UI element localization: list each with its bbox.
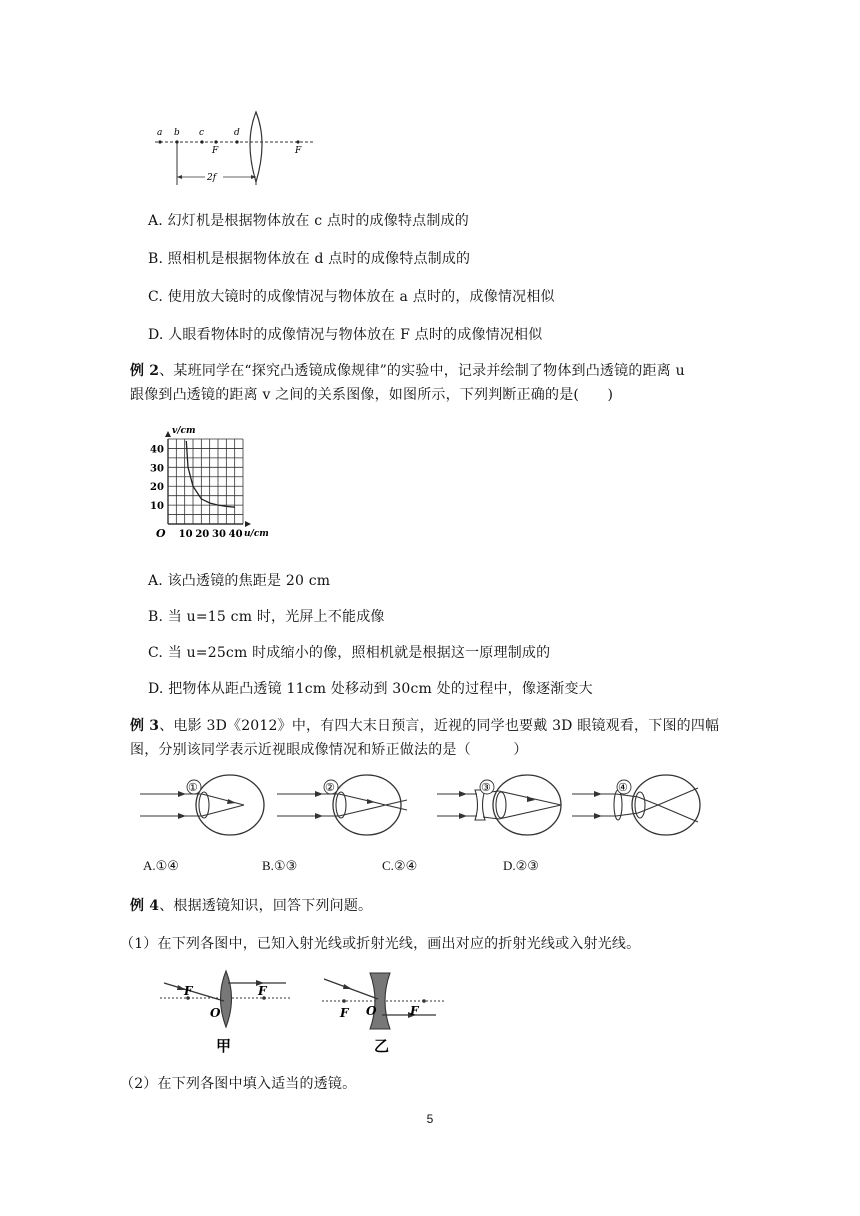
yi-focus-right: F [410, 1004, 419, 1018]
x-axis-arrow [245, 521, 251, 527]
ray-figure-jia [158, 965, 293, 1055]
q3-option-c: C.②④ [382, 858, 418, 873]
eye-diagram-1 [138, 772, 268, 838]
eye-label-1: ① [188, 781, 198, 794]
series-line [186, 441, 234, 507]
q4-sub1: （1）在下列各图中，已知入射光线或折射光线，画出对应的折射光线或入射光线。 [120, 936, 641, 952]
chart-xlabel: u/cm [244, 529, 269, 539]
q2-label: 例 2 [130, 363, 160, 379]
x-tick-label: 40 [228, 529, 243, 540]
convex-lens-shape [250, 112, 262, 182]
dimension-2f-label: 2f [207, 173, 217, 183]
convex-lens-jia [221, 971, 232, 1027]
q1-option-c: C. 使用放大镜时的成像情况与物体放在 a 点时的，成像情况相似 [148, 289, 555, 305]
point-b-label: b [174, 128, 180, 138]
eye-diagram-4 [570, 772, 705, 838]
eye-label-2: ② [325, 781, 335, 794]
point-c-label: c [199, 128, 205, 138]
uv-chart [138, 420, 278, 545]
ray-figure-yi [320, 965, 450, 1055]
jia-focus-right: F [258, 984, 267, 998]
yi-focus-left: F [340, 1006, 349, 1020]
page-number: 5 [426, 1112, 434, 1126]
q1-option-d: D. 人眼看物体时的成像情况与物体放在 F 点时的成像情况相似 [148, 327, 543, 343]
point-d-label: d [234, 128, 240, 138]
q3-option-a: A.①④ [143, 858, 179, 873]
q3-option-b: B.①③ [262, 858, 298, 873]
y-tick-label: 40 [150, 444, 164, 456]
q2-text-line1: 例 2、某班同学在“探究凸透镜成像规律”的实验中，记录并绘制了物体到凸透镜的距离 u [130, 363, 685, 379]
q4-label: 例 4 [130, 898, 160, 914]
chart-ylabel: v/cm [172, 426, 196, 436]
focus-right-label: F [295, 146, 302, 156]
y-axis-arrow [165, 431, 171, 437]
eye-label-3: ③ [481, 781, 491, 794]
chart-origin-label: O [156, 527, 166, 540]
yi-center-label: O [366, 1004, 377, 1018]
q2-option-c: C. 当 u=25cm 时成缩小的像，照相机就是根据这一原理制成的 [148, 645, 551, 661]
eye-diagram-2 [275, 772, 410, 838]
jia-center-label: O [210, 1006, 221, 1020]
chart-grid [168, 439, 243, 524]
lens-points-figure [150, 110, 330, 190]
jia-caption: 甲 [216, 1037, 232, 1055]
yi-caption: 乙 [374, 1037, 390, 1055]
focus-left-label: F [212, 146, 219, 156]
q1-option-a: A. 幻灯机是根据物体放在 c 点时的成像特点制成的 [148, 213, 469, 229]
q3-option-d: D.②③ [503, 858, 539, 873]
eye-diagram-3 [435, 772, 565, 838]
jia-focus-left: F [184, 984, 193, 998]
x-tick-label: 10 [178, 529, 193, 540]
q3-text-line1: 例 3、电影 3D《2012》中，有四大末日预言，近视的同学也要戴 3D 眼镜观看，下图的四幅 [130, 718, 720, 734]
q2-option-d: D. 把物体从距凸透镜 11cm 处移动到 30cm 处的过程中，像逐渐变大 [148, 681, 593, 697]
q4-text: 例 4、根据透镜知识，回答下列问题。 [130, 898, 373, 914]
point-a-label: a [157, 128, 163, 138]
y-tick-label: 20 [150, 482, 164, 494]
q2-option-a: A. 该凸透镜的焦距是 20 cm [148, 573, 331, 589]
x-tick-label: 20 [195, 529, 210, 540]
q1-option-b: B. 照相机是根据物体放在 d 点时的成像特点制成的 [148, 251, 471, 267]
q4-sub2: （2）在下列各图中填入适当的透镜。 [120, 1076, 357, 1092]
q3-label: 例 3 [130, 718, 160, 734]
x-tick-label: 30 [212, 529, 226, 540]
q2-text-line2: 跟像到凸透镜的距离 v 之间的关系图像，如图所示，下列判断正确的是( ) [130, 387, 614, 403]
y-tick-label: 30 [150, 463, 164, 475]
y-tick-label: 10 [150, 501, 164, 513]
q2-option-b: B. 当 u=15 cm 时，光屏上不能成像 [148, 609, 385, 625]
q3-text-line2: 图，分别该同学表示近视眼成像情况和矫正做法的是（ ） [130, 742, 528, 758]
eye-label-4: ④ [618, 781, 628, 794]
